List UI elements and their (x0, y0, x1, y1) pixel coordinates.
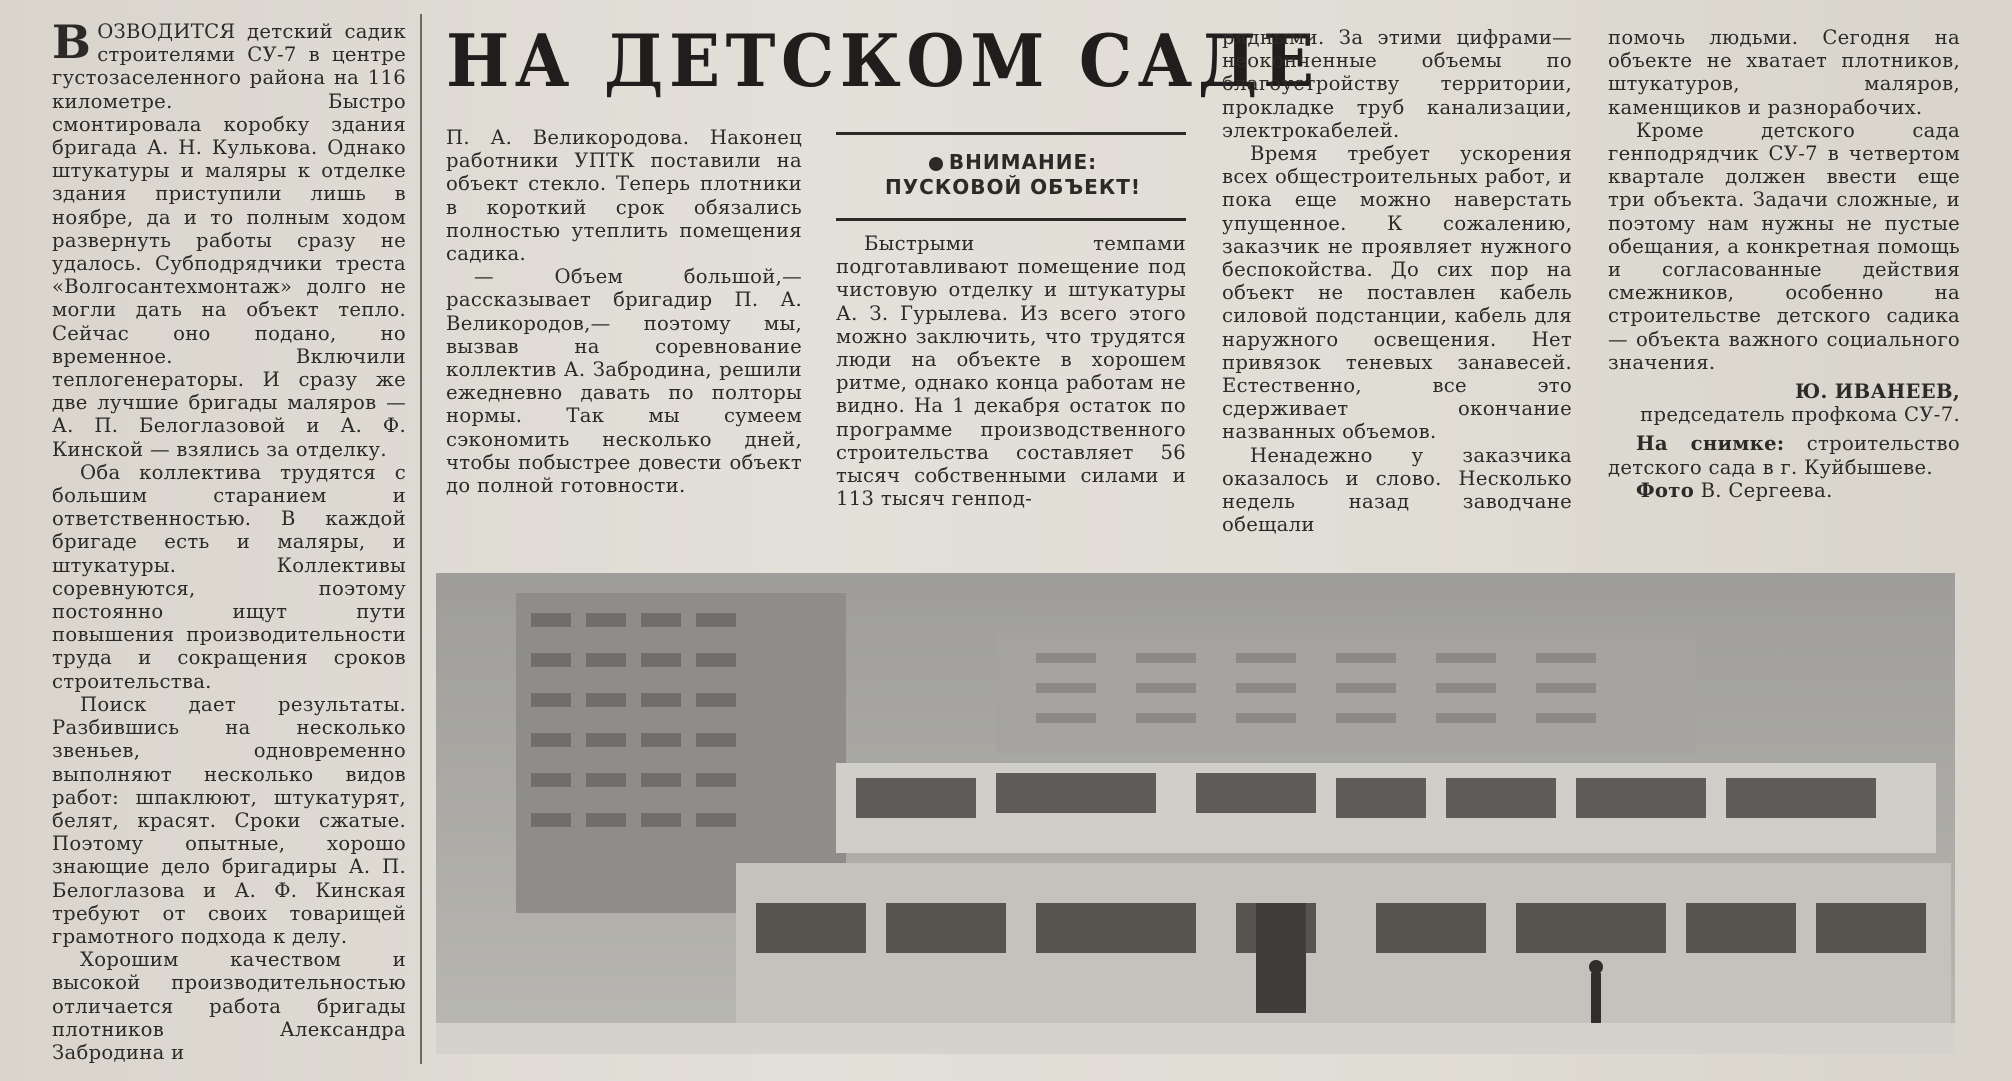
kicker-line-2: ПУСКОВОЙ ОБЪЕКТ! (885, 175, 1141, 199)
kicker-line-1: ВНИМАНИЕ: (948, 150, 1098, 174)
article-column-1 (52, 15, 406, 1064)
paragraph: — Объем большой,— рассказывает бригадир П. А. Великородов,— поэтому мы, вызвав на соревнование коллектив А. Забродина, решили ежедневно давать по полторы нормы. Так мы сумеем сэкономить несколько дней, чтобы побыстрее довести объект до полной готовности. (446, 265, 802, 498)
kicker-top-rule (836, 132, 1186, 135)
column-divider (420, 14, 422, 1064)
author-title: председатель профкома СУ-7. (1640, 403, 1960, 427)
paragraph: Ненадежно у заказчика оказалось и слово. Несколько недель назад заводчане обещали (1222, 443, 1572, 537)
kicker (836, 150, 1190, 200)
article-column-4 (1222, 26, 1572, 536)
drop-cap: В (52, 15, 92, 69)
lead-paragraph: ВОЗВОДИТСЯ детский садик строителями СУ-7 в центре густозаселенного района на 116 километре. Быстро смонтировала коробку здания бригада А. Н. Кулькова. Однако штукатуры и маляры к отделке здания приступили лишь в ноябре, да и то полным ходом развернуть работы сразу не удалось. Субподрядчики треста «Волгосантехмонтаж» долго не могли дать на объект тепло. Сейчас оно подано, но временное. Включили теплогенераторы. И сразу же две лучшие бригады маляров — А. П. Белоглазовой и А. Ф. Кинской — взялись за отделку. (52, 15, 406, 461)
headline: НА ДЕТСКОМ САДЕ (446, 18, 1320, 103)
paragraph: Оба коллектива трудятся с большим старанием и ответственностью. В каждой бригаде есть и маляры, и штукатуры. Коллективы соревнуются, поэтому постоянно ищут пути повышения производительности труда и сокращения сроков строительства. (52, 460, 406, 693)
photo-credit: Фото В. Сергеева. (1636, 478, 1833, 502)
kindergarten-photo (436, 573, 1955, 1054)
photo-caption: На снимке: строительство детского сада в г. Куйбышеве. (1608, 432, 1960, 479)
author-name: Ю. ИВАНЕЕВ, (1795, 380, 1960, 404)
paragraph: Хорошим качеством и высокой производительностью отличается работа бригады плотников Александра Забродина и (52, 948, 406, 1064)
bullet-icon (929, 157, 943, 171)
kicker-bottom-rule (836, 218, 1186, 221)
building-illustration (436, 573, 1955, 1054)
paragraph: помочь людьми. Сегодня на объекте не хватает плотников, штукатуров, маляров, каменщиков и разнорабочих. (1608, 26, 1960, 119)
article-column-5 (1608, 26, 1960, 502)
paragraph: Кроме детского сада генподрядчик СУ-7 в четвертом квартале должен ввести еще три объекта. Задачи сложные, и поэтому нам нужны не пустые обещания, а конкретная помощь и согласованные действия смежников, особенно на строительстве детского садика — объекта важного социального значения. (1608, 118, 1960, 374)
paragraph: Время требует ускорения всех общестроительных работ, и пока еще можно наверстать упущенное. К сожалению, заказчик не проявляет нужного беспокойства. До сих пор на объект не поставлен кабель силовой подстанции, кабель для наружного освещения. Нет привязок теневых занавесей. Естественно, все это сдерживает окончание названных объемов. (1222, 142, 1572, 444)
paragraph: Быстрыми темпами подготавливают помещение под чистовую отделку и штукатуры А. З. Гурылева. Из всего этого можно заключить, что трудятся люди на объекте в хорошем ритме, однако конца работам не видно. На 1 декабря остаток по программе производственного строительства составляет 56 тысяч собственными силами и 113 тысяч генпод- (836, 232, 1186, 511)
paragraph: П. А. Великородова. Наконец работники УПТК поставили на объект стекло. Теперь плотники в короткий срок обязались полностью утеплить помещения садика. (446, 126, 802, 266)
article-column-2 (446, 126, 802, 497)
article-column-3 (836, 232, 1186, 510)
paragraph: Поиск дает результаты. Разбившись на несколько звеньев, одновременно выполняют несколько видов работ: шпаклюют, штукатурят, белят, красят. Сроки сжатые. Поэтому опытные, хорошо знающие дело бригадиры А. П. Белоглазова и А. Ф. Кинская требуют от своих товарищей грамотного подхода к делу. (52, 692, 406, 948)
paragraph: рядными. За этими цифрами— неоконченные объемы по благоустройству территории, прокладке труб канализации, электрокабелей. (1222, 26, 1572, 142)
